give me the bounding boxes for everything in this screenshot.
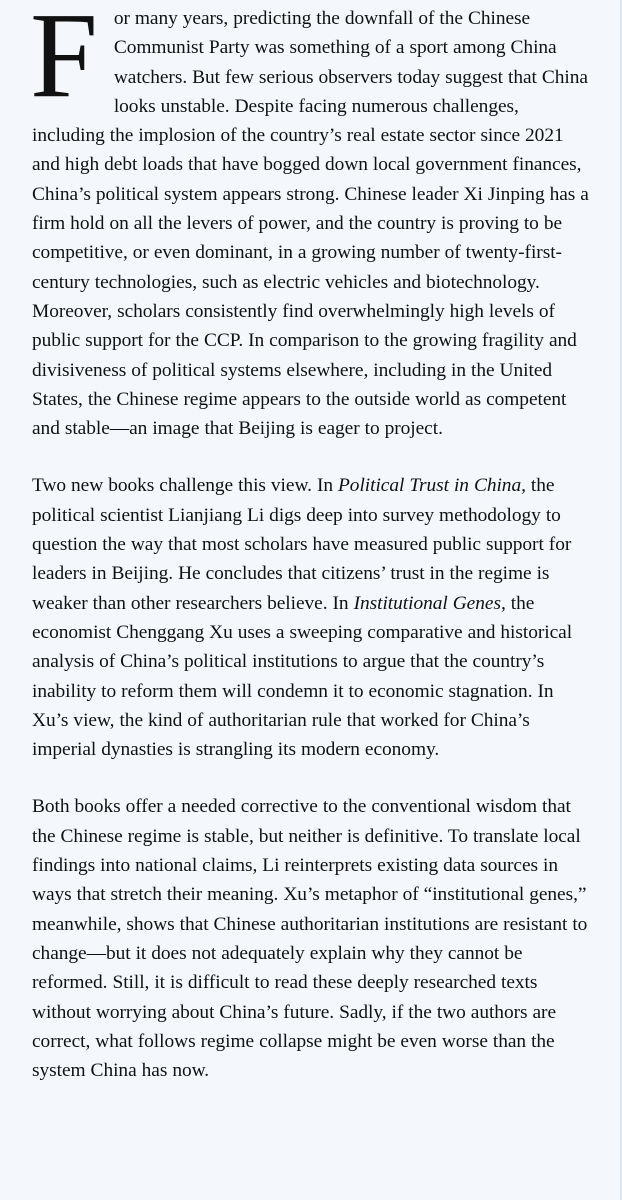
paragraph-3-text: Both books offer a needed corrective to the conventional wisdom that the Chinese regime is stable, but neither is definitive. To translate local findings into national claims, Li reinterprets existing data sources in ways that stretch their meaning. Xu’s metaphor of “institutional genes,” meanwhile, shows that Chinese authoritarian institutions are resistant to change—but it does not adequately explain why they cannot be reformed. Still, it is difficult to read these deeply researched texts without worrying about China’s future. Sadly, if the two authors are correct, what follows regime collapse might be even worse than the system China has now. [32,796,588,1082]
drop-cap: F [30,0,98,123]
paragraph-2 [32,471,592,764]
paragraph-3 [32,792,592,1085]
paragraph-1-text: or many years, predicting the downfall of the Chinese Communist Party was something of a sport among China watchers. But few serious observers today suggest that China looks unstable. Despite facing numerous challenges, including the implosion of the country’s real estate sector since 2021 and high debt loads that have bogged down local government finances, China’s political system appears strong. Chinese leader Xi Jinping has a firm hold on all the levers of power, and the country is proving to be competitive, or even dominant, in a growing number of twenty-first-century technologies, such as electric vehicles and biotechnology. Moreover, scholars consistently find overwhelmingly high levels of public support for the CCP. In comparison to the growing fragility and divisiveness of political systems elsewhere, including in the United States, the Chinese regime appears to the outside world as competent and stable—an image that Beijing is eager to project. [32,8,589,440]
paragraph-2-text-3: the economist Chenggang Xu uses a sweeping comparative and historical analysis of China’s political institutions to argue that the country’s inability to reform them will condemn it to economic stagnation. In Xu’s view, the kind of authoritarian rule that worked for China’s imperial dynasties is strangling its modern economy. [32,592,573,761]
paragraph-2-text-1: Two new books challenge this view. In [32,475,338,497]
book-title-institutional-genes: Institutional Genes, [353,592,506,614]
book-title-political-trust: Political Trust in China, [338,475,526,497]
paragraph-2-text-2: the political scientist Lianjiang Li digs deep into survey methodology to question the way that most scholars have measured public support for leaders in Beijing. He concludes that citizens’ trust in the regime is weaker than other researchers believe. In [32,475,572,614]
text-column [30,0,592,1113]
paragraph-1 [30,0,592,443]
